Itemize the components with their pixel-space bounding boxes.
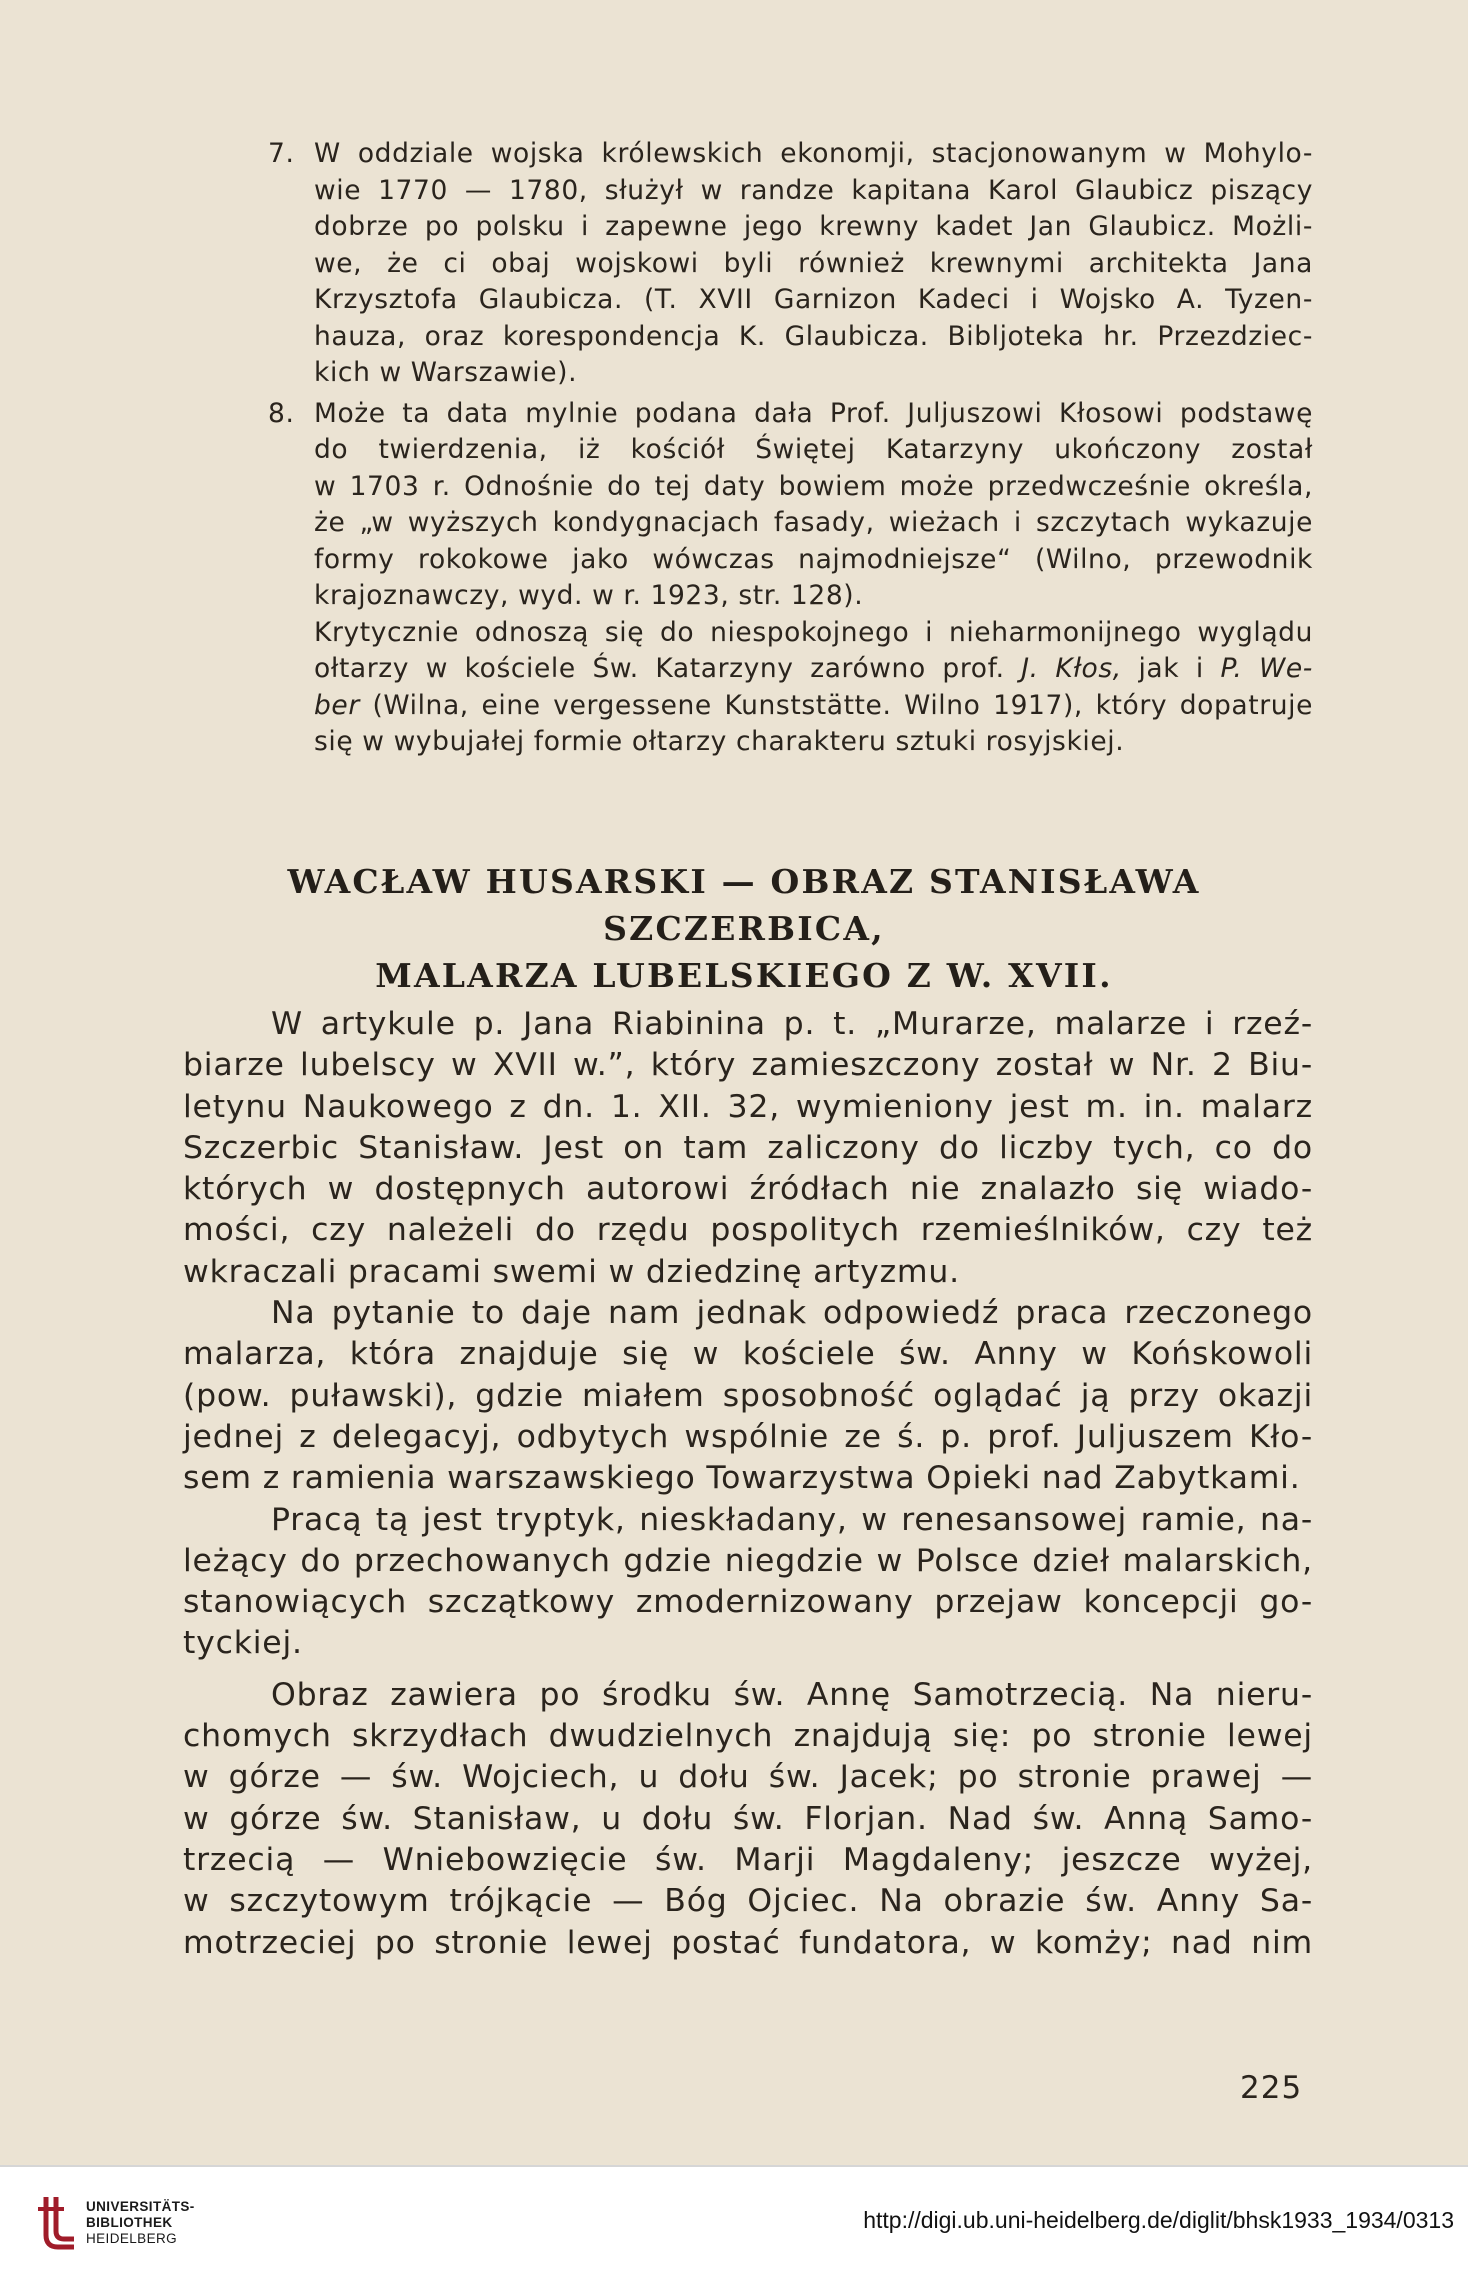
paragraph-line: letynu Naukowego z dn. 1. XII. 32, wymieniony jest m. in. malarz [183, 1088, 1313, 1125]
library-name-line: BIBLIOTHEK [86, 2215, 173, 2230]
text-run: ołtarzy w kościele Św. Katarzyny zarówno prof. [314, 653, 1022, 684]
paragraph-line: w szczytowym trójkącie — Bóg Ojciec. Na obrazie św. Anny Sa- [183, 1883, 1313, 1920]
footnote-line: hauza, oraz korespondencja K. Glaubicza. Bibljoteka hr. Przezdziec- [314, 320, 1313, 352]
paragraph-line: W artykule p. Jana Riabinina p. t. „Murarze, malarze i rzeź- [271, 1006, 1313, 1042]
paragraph-line: tyckiej. [183, 1625, 303, 1662]
footnote-line: Krzysztofa Glaubicza. (T. XVII Garnizon Kadeci i Wojsko A. Tyzen- [314, 284, 1313, 315]
footnote-line: formy rokokowe jako wówczas najmodniejsze“ (Wilno, przewodnik [314, 543, 1313, 575]
ub-heidelberg-logo-icon [34, 2195, 80, 2251]
text-run: jak i [1121, 653, 1221, 684]
footnote-line: się w wybujałej formie ołtarzy charakteru sztuki rosyjskiej. [314, 726, 1125, 757]
footnote-line: dobrze po polsku i zapewne jego krewny kadet Jan Glaubicz. Możli- [314, 211, 1313, 242]
author-name: P. We- [1220, 653, 1313, 684]
paragraph-line: Obraz zawiera po środku św. Annę Samotrzecią. Na nieru- [271, 1676, 1313, 1713]
article-title-line: MALARZA LUBELSKIEGO Z W. XVII. [375, 956, 1113, 995]
library-name-line: HEIDELBERG [86, 2231, 178, 2246]
article-body [183, 1004, 1313, 1964]
paragraph-line: Szczerbic Stanisław. Jest on tam zaliczony do liczby tych, co do [183, 1129, 1313, 1166]
page-number: 225 [1240, 2070, 1303, 2106]
article-title [160, 858, 1328, 999]
footnote-number: 7. [268, 138, 295, 169]
library-name [86, 2199, 195, 2247]
footnote-line: we, że ci obaj wojskowi byli również krewnymi architekta Jana [314, 247, 1313, 279]
author-name: J. Kłos, [1021, 653, 1122, 684]
footnotes [268, 136, 1313, 761]
footnote-line: do twierdzenia, iż kościół Świętej Katarzyny ukończony został [314, 434, 1313, 465]
paragraph-line: stanowiących szczątkowy zmodernizowany przejaw koncepcji go- [183, 1584, 1313, 1621]
paragraph-line: których w dostępnych autorowi źródłach nie znalazło się wiado- [183, 1171, 1313, 1208]
paragraph-line: Na pytanie to daje nam jednak odpowiedź praca rzeczonego [271, 1295, 1313, 1332]
paragraph-line: wkraczali pracami swemi w dziedzinę artyzmu. [183, 1253, 960, 1290]
footnote-line [314, 688, 1313, 725]
paragraph-line: w górze — św. Wojciech, u dołu św. Jacek; po stronie prawej — [183, 1759, 1313, 1796]
paragraph-line: sem z ramienia warszawskiego Towarzystwa Opieki nad Zabytkami. [183, 1460, 1301, 1497]
paragraph-line: mości, czy należeli do rzędu pospolitych rzemieślników, czy też [183, 1212, 1313, 1249]
digitization-footer [0, 2165, 1468, 2282]
paragraph-line: w górze św. Stanisław, u dołu św. Florjan. Nad św. Anną Samo- [183, 1800, 1313, 1837]
footnote-line: kich w Warszawie). [314, 357, 578, 388]
footnote-line: Może ta data mylnie podana dała Prof. Juljuszowi Kłosowi podstawę [314, 397, 1313, 429]
article-title-line: WACŁAW HUSARSKI — OBRAZ STANISŁAWA SZCZERBICA, [287, 862, 1201, 948]
footnote-8 [268, 396, 1313, 761]
paragraph-line: leżący do przechowanych gdzie niegdzie w Polsce dzieł malarskich, [183, 1542, 1313, 1579]
paragraph [183, 1675, 1313, 1964]
library-name-line: UNIVERSITÄTS- [86, 2199, 195, 2214]
text-run: (Wilna, eine vergessene Kunststätte. Wilno 1917), który dopatruje [359, 689, 1313, 721]
paragraph-line: trzecią — Wniebowzięcie św. Marji Magdaleny; jeszcze wyżej, [183, 1841, 1313, 1878]
paragraph-line: malarza, która znajduje się w kościele św. Anny w Końskowoli [183, 1336, 1313, 1373]
paragraph-line: Pracą tą jest tryptyk, nieskładany, w renesansowej ramie, na- [271, 1501, 1313, 1538]
paragraph-line: jednej z delegacyj, odbytych wspólnie ze ś. p. prof. Juljuszem Kło- [183, 1418, 1313, 1455]
footnote-line: że „w wyższych kondygnacjach fasady, wieżach i szczytach wykazuje [314, 507, 1313, 538]
permalink-url[interactable]: http://digi.ub.uni-heidelberg.de/diglit/bhsk1933_1934/0313 [863, 2207, 1454, 2233]
paragraph [183, 1500, 1313, 1665]
paragraph-line: biarze lubelscy w XVII w.”, który zamieszczony został w Nr. 2 Biu- [183, 1047, 1313, 1084]
footnote-line: Krytycznie odnoszą się do niespokojnego i nieharmonijnego wyglądu [314, 616, 1313, 648]
footnote-line: W oddziale wojska królewskich ekonomji, stacjonowanym w Mohylo- [314, 138, 1313, 169]
author-name: ber [314, 689, 360, 721]
paragraph-line: chomych skrzydłach dwudzielnych znajdują się: po stronie lewej [183, 1718, 1313, 1755]
paragraph-line: (pow. puławski), gdzie miałem sposobność oglądać ją przy okazji [183, 1377, 1313, 1414]
paragraph-line: motrzeciej po stronie lewej postać fundatora, w komży; nad nim [183, 1924, 1313, 1961]
footnote-line: wie 1770 — 1780, służył w randze kapitana Karol Glaubicz piszący [314, 174, 1313, 206]
footnote-line [314, 651, 1313, 688]
footnote-line: w 1703 r. Odnośnie do tej daty bowiem może przedwcześnie określa, [314, 470, 1313, 502]
paragraph [183, 1293, 1313, 1499]
footnote-number: 8. [268, 397, 295, 429]
paragraph [183, 1004, 1313, 1293]
footnote-7 [268, 136, 1313, 392]
footnote-line: krajoznawczy, wyd. w r. 1923, str. 128). [314, 580, 864, 611]
